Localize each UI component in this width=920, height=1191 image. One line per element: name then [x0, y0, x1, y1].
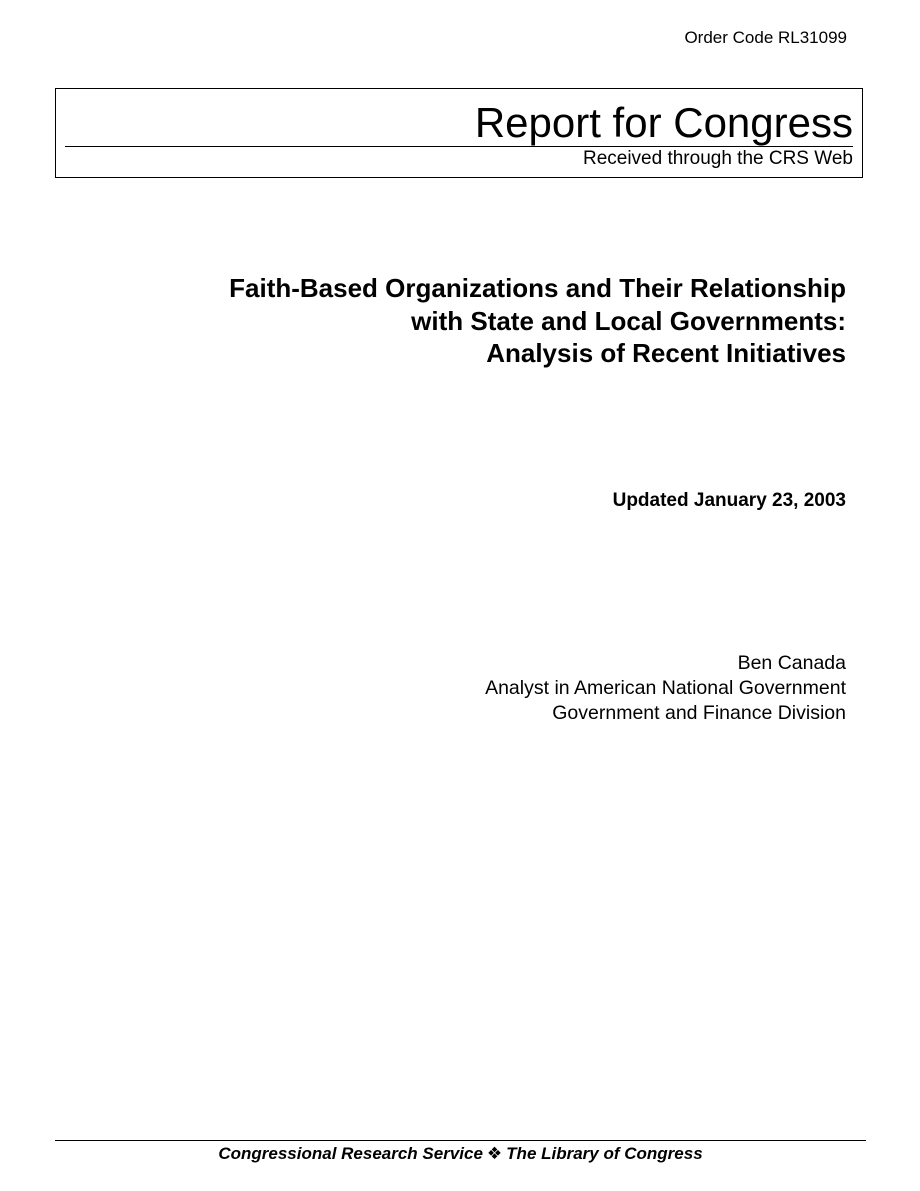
order-code: Order Code RL31099: [684, 28, 847, 47]
report-title-line: Analysis of Recent Initiatives: [486, 338, 846, 368]
report-title-line: Faith-Based Organizations and Their Relationship: [229, 273, 846, 303]
banner-title: Report for Congress: [474, 99, 853, 146]
footer-library: The Library of Congress: [506, 1144, 703, 1163]
report-title: [126, 272, 846, 370]
footer-organization: Congressional Research Service: [218, 1144, 483, 1163]
author-name: Ben Canada: [737, 652, 846, 674]
report-title-line: with State and Local Governments:: [411, 305, 846, 336]
footer: [55, 1143, 866, 1165]
four-diamond-ornament-icon: ❖: [486, 1144, 503, 1163]
report-banner: [55, 88, 863, 178]
author-position: Analyst in American National Government: [485, 677, 846, 699]
banner-subtitle: Received through the CRS Web: [582, 148, 853, 169]
footer-divider: [55, 1140, 866, 1141]
author-block: [485, 651, 846, 726]
author-division: Government and Finance Division: [552, 702, 846, 724]
updated-date: Updated January 23, 2003: [612, 490, 846, 511]
